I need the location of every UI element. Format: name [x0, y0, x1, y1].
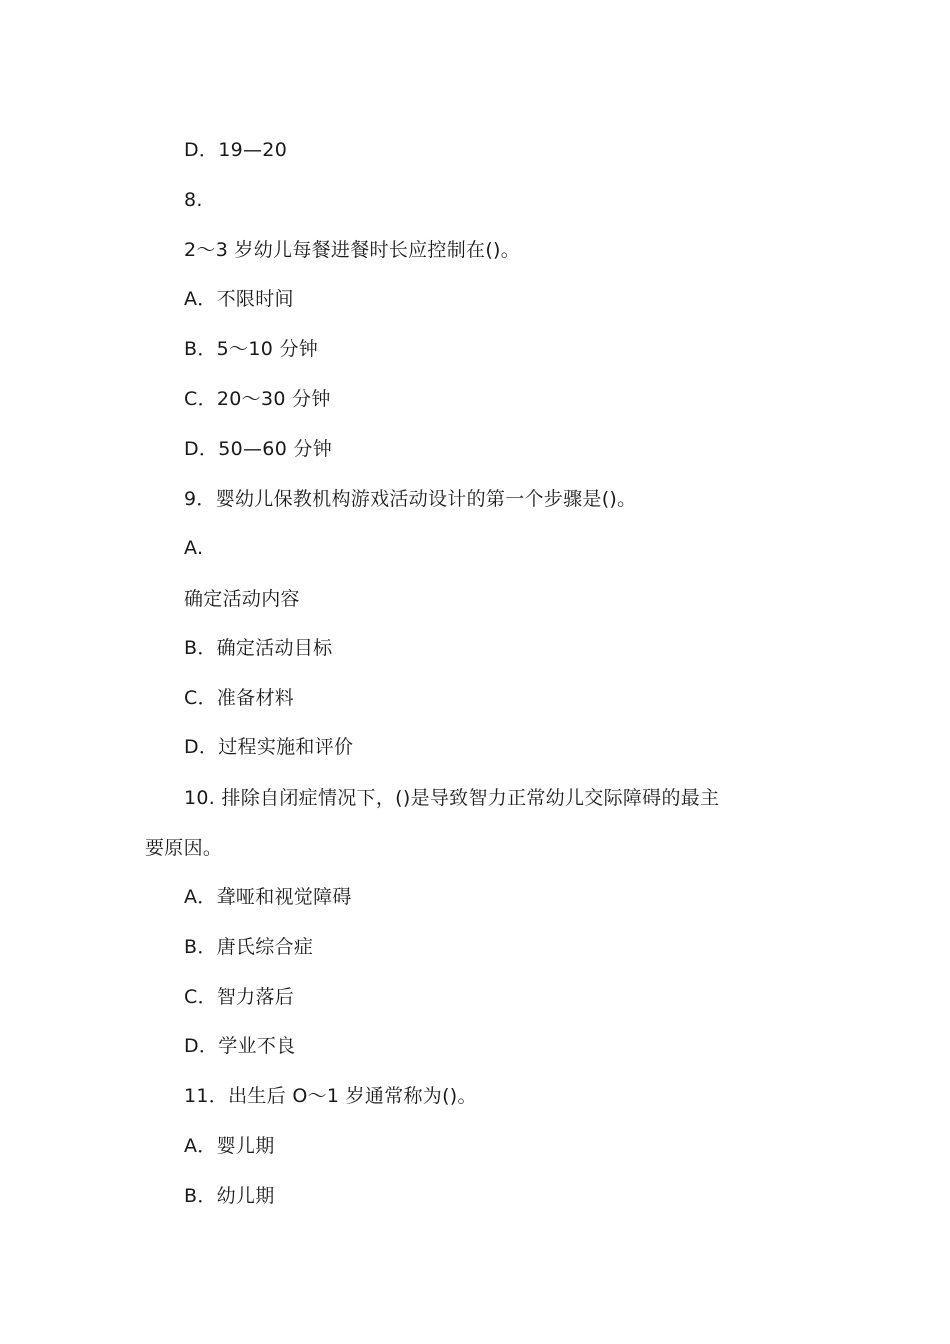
question-10-text: 10. 排除自闭症情况下，()是导致智力正常幼儿交际障碍的最主 — [184, 787, 720, 809]
question-10-text-cont: 要原因。 — [145, 837, 223, 859]
question-9-text: 9．婴幼儿保教机构游戏活动设计的第一个步骤是()。 — [184, 488, 637, 510]
option-a-q10: A．聋哑和视觉障碍 — [184, 886, 352, 908]
option-a-q9-label: A. — [184, 537, 204, 559]
option-b-q10: B．唐氏综合症 — [184, 936, 314, 958]
question-8-number: 8. — [184, 189, 203, 211]
question-8-text: 2～3 岁幼儿每餐进餐时长应控制在()。 — [184, 239, 521, 261]
option-d-q8: D．50—60 分钟 — [184, 438, 333, 460]
option-b-q8: B．5～10 分钟 — [184, 338, 319, 360]
option-a-q11: A．婴儿期 — [184, 1135, 275, 1157]
question-11-text: 11．出生后 O～1 岁通常称为()。 — [184, 1085, 477, 1107]
option-d-q7: D．19—20 — [184, 139, 288, 161]
option-b-q9: B．确定活动目标 — [184, 637, 333, 659]
option-c-q10: C．智力落后 — [184, 986, 295, 1008]
option-d-q9: D．过程实施和评价 — [184, 736, 354, 758]
option-c-q9: C．准备材料 — [184, 687, 295, 709]
option-a-q9-text: 确定活动内容 — [184, 588, 300, 610]
option-c-q8: C．20～30 分钟 — [184, 388, 331, 410]
option-d-q10: D．学业不良 — [184, 1035, 296, 1057]
option-b-q11: B．幼儿期 — [184, 1185, 275, 1207]
option-a-q8: A．不限时间 — [184, 288, 294, 310]
